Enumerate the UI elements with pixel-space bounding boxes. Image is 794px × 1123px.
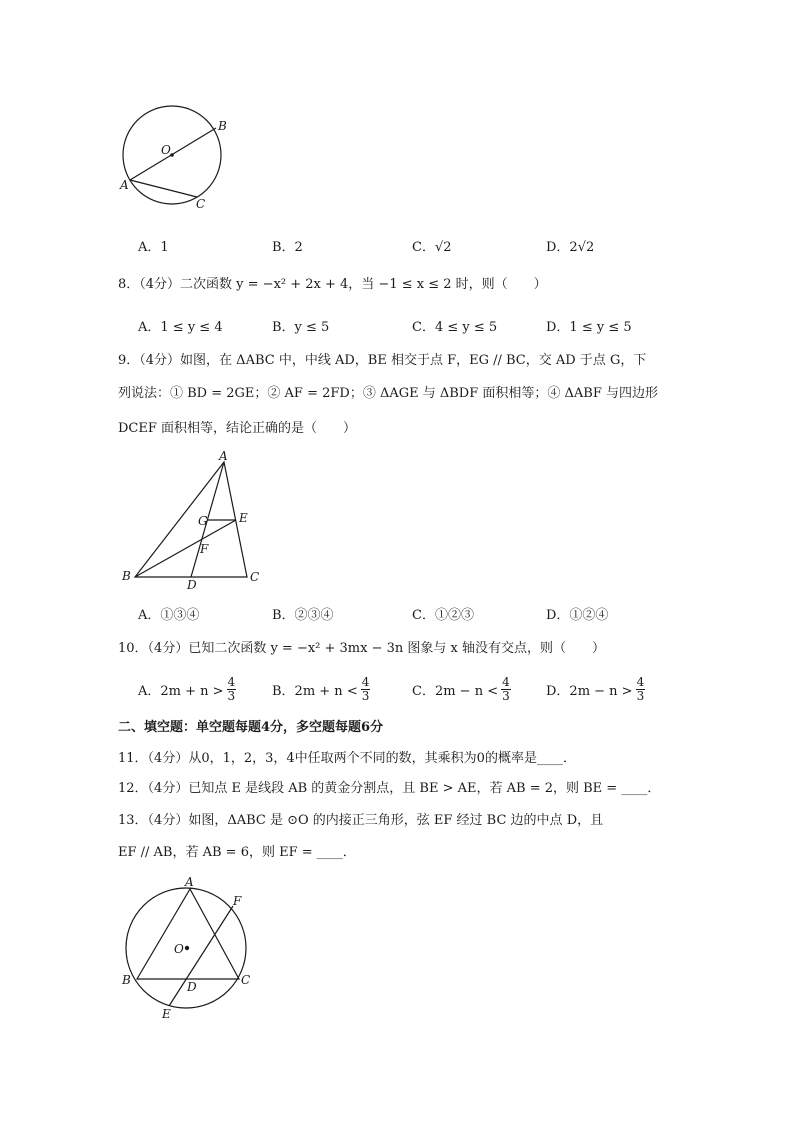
q10-option-a-fraction — [227, 676, 237, 703]
q9-median-be — [135, 520, 236, 577]
q7-label-c: C — [196, 197, 206, 211]
q7-chord-ac — [130, 180, 197, 197]
q8-option-a: A．1 ≤ y ≤ 4 — [138, 320, 223, 335]
q9-option-a: A．①③④ — [138, 608, 200, 623]
q7-option-c: C．√2 — [412, 240, 452, 255]
q9-option-b: B．②③④ — [272, 608, 334, 623]
q10-option-a — [138, 676, 236, 703]
q11-stem: 11．（4分）从0，1，2，3，4中任取两个不同的数，其乘积为0的概率是____． — [118, 751, 576, 766]
q13-circle-figure — [116, 872, 266, 1022]
q10-option-c — [412, 676, 511, 703]
q13-triangle-abc — [137, 889, 239, 979]
q13-stem-line2: EF // AB，若 AB = 6，则 EF = ____． — [118, 845, 356, 860]
q10-option-d — [546, 676, 645, 703]
q12-stem: 12．（4分）已知点 E 是线段 AB 的黄金分割点，且 BE > AE，若 AB = 2，则 BE = ____． — [118, 781, 661, 796]
q9-option-c: C．①②③ — [412, 608, 474, 623]
q10-option-d-den: 3 — [636, 689, 645, 703]
q9-option-d: D．①②④ — [546, 608, 609, 623]
q13-label-c: C — [241, 973, 251, 987]
q10-option-a-num: 4 — [227, 675, 236, 689]
q10-option-a-text: A．2m + n > — [138, 684, 224, 699]
q10-stem: 10．（4分）已知二次函数 y = −x² + 3mx − 3n 图象与 x 轴没有交点，则（ ） — [118, 641, 605, 656]
q9-label-a: A — [219, 449, 228, 463]
q7-option-b: B．2 — [272, 240, 303, 255]
q10-option-b-fraction — [361, 676, 371, 703]
q13-label-o: O — [174, 942, 184, 956]
q8-option-b: B．y ≤ 5 — [272, 320, 330, 335]
q10-option-c-num: 4 — [502, 675, 510, 689]
q10-option-b-num: 4 — [361, 675, 370, 689]
q13-label-e: E — [162, 1007, 171, 1021]
q9-label-g: G — [198, 514, 208, 528]
q13-label-b: B — [122, 973, 131, 987]
q8-option-d: D．1 ≤ y ≤ 5 — [546, 320, 632, 335]
q13-chord-ef — [169, 906, 233, 1006]
q7-option-a: A．1 — [138, 240, 169, 255]
q9-stem-line1: 9．（4分）如图，在 ΔABC 中，中线 AD，BE 相交于点 F，EG // BC，交 AD 于点 G，下 — [118, 353, 647, 368]
q7-circle-figure — [110, 100, 240, 215]
q7-label-b: B — [218, 119, 227, 133]
q10-option-b-den: 3 — [361, 689, 370, 703]
q13-label-d: D — [187, 980, 197, 994]
q10-option-b-text: B．2m + n < — [272, 684, 358, 699]
q10-option-d-text: D．2m − n > — [546, 684, 633, 699]
q10-option-d-num: 4 — [636, 675, 645, 689]
q10-option-a-den: 3 — [227, 689, 236, 703]
q13-label-a: A — [185, 875, 194, 889]
q13-label-f: F — [233, 894, 242, 908]
q9-label-d: D — [187, 578, 197, 592]
q9-stem-line3: DCEF 面积相等，结论正确的是（ ） — [118, 421, 357, 436]
q9-label-f: F — [200, 542, 209, 556]
q13-center-dot — [185, 946, 189, 950]
q9-label-c: C — [250, 570, 260, 584]
q7-option-d: D．2√2 — [546, 240, 595, 255]
q7-label-a: A — [120, 178, 129, 192]
q7-label-o: O — [161, 143, 171, 157]
q8-option-c: C．4 ≤ y ≤ 5 — [412, 320, 498, 335]
q10-option-c-den: 3 — [502, 689, 510, 703]
section-2-heading: 二、填空题：单空题每题4分，多空题每题6分 — [118, 720, 384, 735]
q9-stem-line2: 列说法：① BD = 2GE；② AF = 2FD；③ ΔAGE 与 ΔBDF 面积相等；④ ΔABF 与四边形 — [118, 386, 659, 401]
q9-label-b: B — [122, 569, 131, 583]
q10-option-b — [272, 676, 370, 703]
q10-option-c-fraction — [501, 676, 511, 703]
q10-option-c-text: C．2m − n < — [412, 684, 499, 699]
q10-option-d-fraction — [636, 676, 646, 703]
q9-label-e: E — [239, 511, 248, 525]
q9-triangle-figure — [118, 450, 268, 590]
q13-stem-line1: 13．（4分）如图，ΔABC 是 ⊙O 的内接正三角形，弦 EF 经过 BC 边的中点 D，且 — [118, 813, 604, 828]
q8-stem: 8．（4分）二次函数 y = −x² + 2x + 4，当 −1 ≤ x ≤ 2 时，则（ ） — [118, 277, 547, 292]
